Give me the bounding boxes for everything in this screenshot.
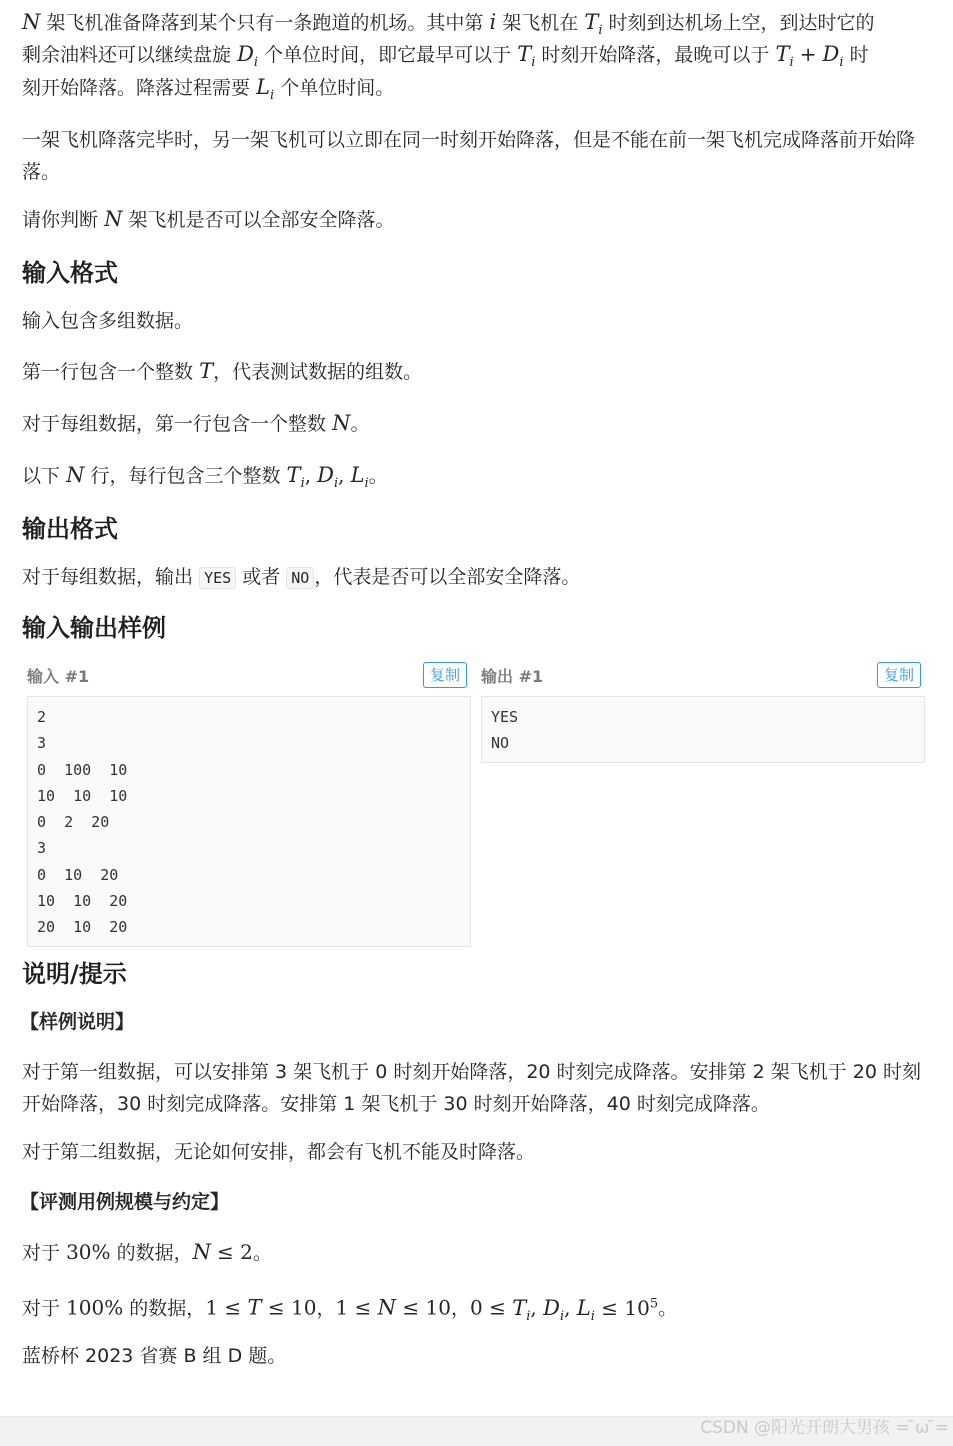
- sample-output-box: [481, 696, 925, 763]
- constraint-line-2: 对于 100% 的数据，1 ≤ T ≤ 10，1 ≤ N ≤ 10，$0 \le T_i$, $D_i$, $L_i \le 10^5$。: [22, 1295, 678, 1324]
- code-no: NO: [286, 567, 314, 589]
- samples-heading: 输入输出样例: [22, 614, 166, 642]
- output-format-line-1: 对于每组数据，输出 YES 或者 NO ，代表是否可以全部安全降落。: [22, 566, 581, 588]
- sample-explanation-1: 对于第一组数据，可以安排第 3 架飞机于 0 时刻开始降落，20 时刻完成降落。安排第 2 架飞机于 20 时刻开始降落，30 时刻完成降落。安排第 1 架飞机于 30 时刻开始降落，40 时刻完成降落。: [22, 1061, 921, 1115]
- input-format-line-1: 输入包含多组数据。: [22, 310, 194, 332]
- copy-output-button[interactable]: 复制: [877, 662, 921, 688]
- sample-input-line: 3: [37, 734, 47, 753]
- problem-source: 蓝桥杯 2023 省赛 B 组 D 题。: [22, 1345, 287, 1367]
- intro-line-2: 剩余油料还可以继续盘旋 $D_i$ 个单位时间，即它最早可以于 $T_i$ 时刻开始降落，最晚可以于 $T_i + D_i$ 时: [22, 42, 869, 71]
- input-format-line-3: 对于每组数据，第一行包含一个整数 N。: [22, 411, 370, 435]
- sample-output-line: NO: [491, 734, 510, 753]
- scale-title: 【评测用例规模与约定】: [20, 1191, 230, 1213]
- sample-explanation-title: 【样例说明】: [20, 1011, 135, 1033]
- copy-input-button[interactable]: 复制: [423, 662, 467, 688]
- intro-paragraph-2: 一架飞机降落完毕时，另一架飞机可以立即在同一时刻开始降落，但是不能在前一架飞机完成降落前开始降落。: [22, 129, 916, 183]
- csdn-watermark: CSDN @阳光开朗大男孩 = ̄ω ̄=: [700, 1418, 949, 1438]
- hints-heading: 说明/提示: [22, 960, 127, 988]
- input-format-line-2: 第一行包含一个整数 T，代表测试数据的组数。: [22, 359, 423, 383]
- output-format-heading: 输出格式: [22, 515, 118, 543]
- intro-paragraph-3: 请你判断 N 架飞机是否可以全部安全降落。: [22, 207, 395, 231]
- input-format-line-4: 以下 N 行，每行包含三个整数 $T_i$, $D_i$, $L_i$。: [22, 463, 388, 492]
- sample-input-line: 0 100 10: [37, 760, 128, 779]
- sample-input-line: 10 10 10: [37, 786, 128, 805]
- sample-input-line: 20 10 20: [37, 918, 128, 937]
- sample-output-line: YES: [491, 708, 519, 726]
- sample-explanation-2: 对于第二组数据，无论如何安排，都会有飞机不能及时降落。: [22, 1141, 536, 1163]
- code-yes: YES: [199, 567, 236, 589]
- input-format-heading: 输入格式: [22, 259, 118, 287]
- constraint-line-1: 对于 30% 的数据，N ≤ 2。: [22, 1240, 272, 1264]
- sample-input-line: 0 10 20: [37, 865, 119, 884]
- sample-input-box: [27, 696, 471, 947]
- sample-input-line: 10 10 20: [37, 892, 128, 911]
- intro-line-1: N 架飞机准备降落到某个只有一条跑道的机场。其中第 i 架飞机在 $T_i$ 时刻到达机场上空，到达时它的: [22, 10, 875, 39]
- sample-output-label: 输出 #1: [481, 667, 544, 686]
- intro-line-3: 刻开始降落。降落过程需要 $L_i$ 个单位时间。: [22, 75, 395, 104]
- sample-input-line: 0 2 20: [37, 813, 110, 832]
- sample-input-label: 输入 #1: [27, 667, 90, 686]
- sample-input-line: 3: [37, 839, 47, 858]
- sample-input-line: 2: [37, 708, 47, 726]
